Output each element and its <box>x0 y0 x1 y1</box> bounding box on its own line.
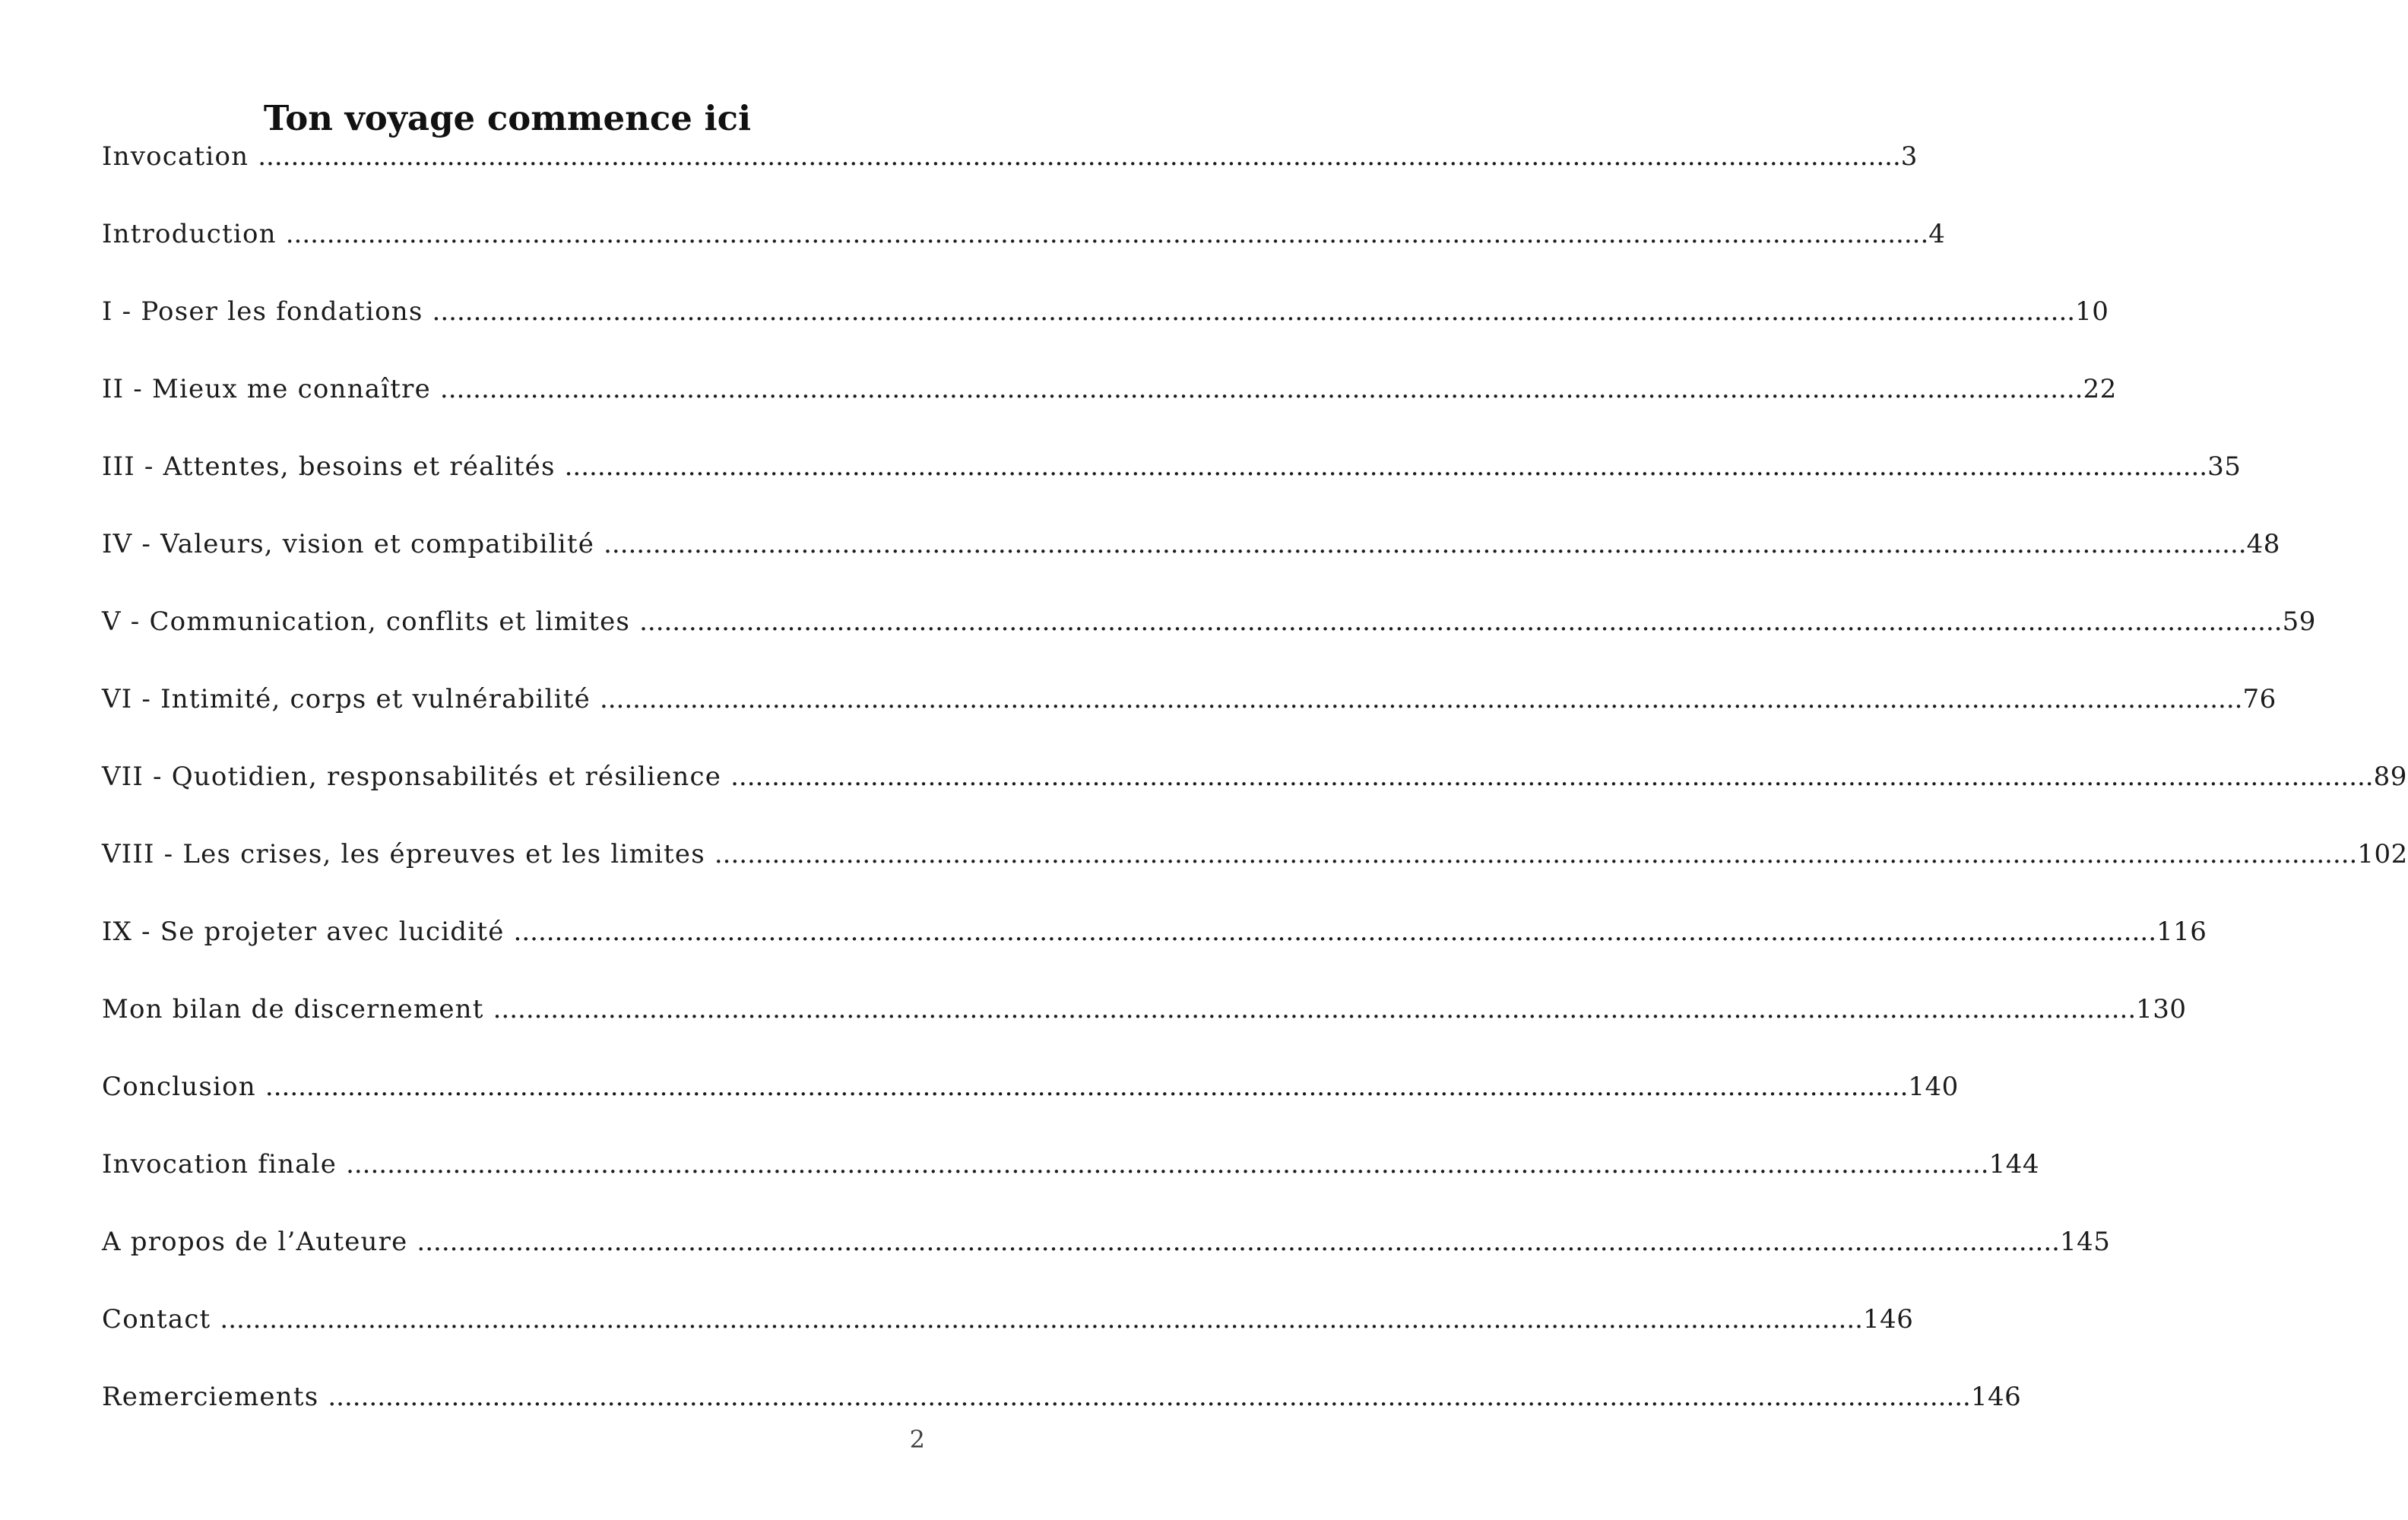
toc-entry-page: 10 <box>2075 296 2109 327</box>
toc-leader-dots: ........................................................................................................................................................................................................ <box>265 1072 1909 1102</box>
toc-leader-dots: ........................................................................................................................................................................................................ <box>730 762 2374 792</box>
toc-entry[interactable] <box>102 831 2408 877</box>
toc-entry-label: Remerciements <box>102 1382 319 1412</box>
toc-entry-label: Conclusion <box>102 1072 256 1102</box>
toc-entry[interactable] <box>102 1142 2039 1187</box>
toc-entry-page: 116 <box>2156 917 2207 947</box>
toc-entry-label: Contact <box>102 1304 211 1335</box>
toc-leader-dots: ........................................................................................................................................................................................................ <box>417 1227 2060 1257</box>
toc-entry-label: IV - Valeurs, vision et compatibilité <box>102 529 595 559</box>
toc-entry[interactable] <box>102 444 2242 489</box>
toc-entry[interactable] <box>102 289 2109 334</box>
toc-leader-dots: ........................................................................................................................................................................................................ <box>220 1304 1863 1335</box>
toc-entry-page: 145 <box>2059 1227 2111 1257</box>
toc-entry-label: V - Communication, conflits et limites <box>102 606 631 637</box>
toc-entry-page: 144 <box>1988 1149 2039 1180</box>
toc-leader-dots: ........................................................................................................................................................................................................ <box>564 451 2208 482</box>
toc-entry-label: IX - Se projeter avec lucidité <box>102 917 505 947</box>
toc-entry-page: 140 <box>1908 1072 1959 1102</box>
toc-entry[interactable] <box>102 599 2316 644</box>
toc-entry-page: 3 <box>1900 141 1918 172</box>
toc-entry-label: VIII - Les crises, les épreuves et les limites <box>102 839 705 869</box>
toc-entry[interactable] <box>102 1219 2111 1265</box>
toc-leader-dots: ........................................................................................................................................................................................................ <box>328 1382 1971 1412</box>
toc-leader-dots: ........................................................................................................................................................................................................ <box>493 994 2137 1024</box>
toc-entry[interactable] <box>102 676 2277 722</box>
toc-entry-label: VI - Intimité, corps et vulnérabilité <box>102 684 591 714</box>
toc-entry[interactable] <box>102 754 2407 800</box>
toc-entry-page: 146 <box>1862 1304 1914 1335</box>
toc-entry[interactable] <box>102 134 1918 179</box>
toc-entry-page: 35 <box>2207 451 2242 482</box>
toc-entry-label: Mon bilan de discernement <box>102 994 484 1024</box>
toc-entry-page: 4 <box>1928 219 1946 249</box>
toc-leader-dots: ........................................................................................................................................................................................................ <box>258 141 1901 172</box>
toc-entry[interactable] <box>102 1374 2022 1420</box>
toc-entry[interactable] <box>102 986 2187 1032</box>
toc-leader-dots: ........................................................................................................................................................................................................ <box>439 374 2083 404</box>
toc-leader-dots: ........................................................................................................................................................................................................ <box>285 219 1929 249</box>
toc-entry-label: A propos de l’Auteure <box>102 1227 408 1257</box>
toc-entry-label: Invocation <box>102 141 249 172</box>
toc-leader-dots: ........................................................................................................................................................................................................ <box>714 839 2358 869</box>
toc-entry-label: II - Mieux me connaître <box>102 374 431 404</box>
toc-entry-page: 146 <box>1970 1382 2022 1412</box>
toc-entry-page: 59 <box>2282 606 2316 637</box>
toc-leader-dots: ........................................................................................................................................................................................................ <box>604 529 2247 559</box>
toc-entry-page: 102 <box>2357 839 2408 869</box>
toc-entry-page: 89 <box>2373 762 2407 792</box>
toc-entry-label: Invocation finale <box>102 1149 337 1180</box>
toc-entry-label: Introduction <box>102 219 277 249</box>
toc-leader-dots: ........................................................................................................................................................................................................ <box>432 296 2076 327</box>
toc-entry[interactable] <box>102 366 2117 412</box>
toc-entry-label: VII - Quotidien, responsabilités et résilience <box>102 762 722 792</box>
toc-leader-dots: ........................................................................................................................................................................................................ <box>513 917 2157 947</box>
toc-entry[interactable] <box>102 1297 1914 1342</box>
toc-entry[interactable] <box>102 1064 1959 1110</box>
toc-entry-page: 22 <box>2083 374 2117 404</box>
toc-leader-dots: ........................................................................................................................................................................................................ <box>639 606 2283 637</box>
toc-entry-page: 130 <box>2136 994 2187 1024</box>
toc-entry-page: 76 <box>2242 684 2277 714</box>
page-number: 2 <box>909 1425 925 1454</box>
toc-entry-label: I - Poser les fondations <box>102 296 423 327</box>
toc-entry[interactable] <box>102 521 2280 567</box>
toc-title-text: Ton voyage commence ici <box>263 98 752 138</box>
toc-entry-label: III - Attentes, besoins et réalités <box>102 451 556 482</box>
toc-entry[interactable] <box>102 909 2207 955</box>
toc-entry[interactable] <box>102 211 1946 257</box>
toc-entry-page: 48 <box>2246 529 2280 559</box>
toc-leader-dots: ........................................................................................................................................................................................................ <box>599 684 2243 714</box>
toc-leader-dots: ........................................................................................................................................................................................................ <box>346 1149 1989 1180</box>
